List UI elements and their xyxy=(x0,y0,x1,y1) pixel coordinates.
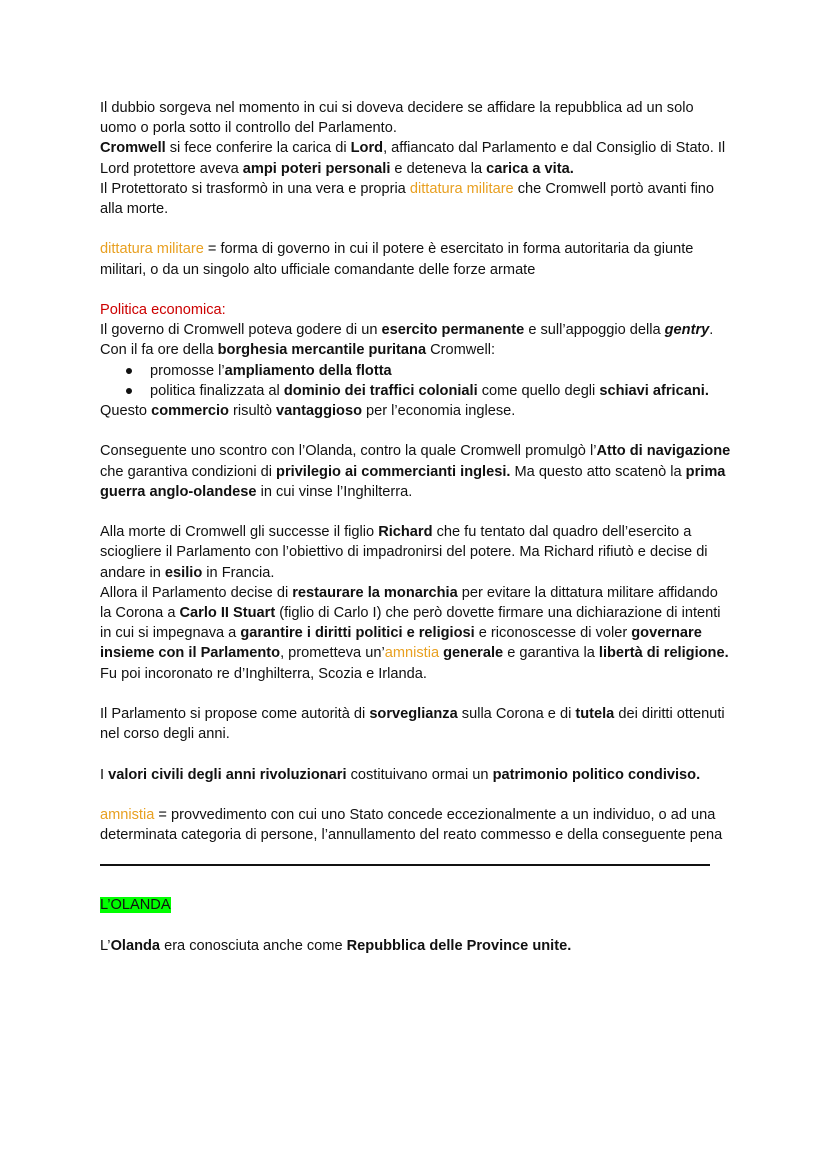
text-run: che Cromwell portò avanti fino alla morte. xyxy=(100,180,715,218)
text-run: L’ xyxy=(100,937,111,954)
bold-text: prima guerra anglo-olandese xyxy=(100,463,726,500)
text-run: = provvedimento con cui uno Stato concede eccezionalmente a un individuo, o ad una determinata categoria di persone, l’annullamento del reato commesso e della conseguente pena xyxy=(100,807,723,844)
paragraph xyxy=(100,441,732,502)
text-run: Il governo di Cromwell poteva godere di un xyxy=(100,322,382,339)
bold-text: schiavi africani. xyxy=(599,382,709,399)
bold-text: patrimonio politico condiviso. xyxy=(492,766,701,783)
text-run: si fece conferire la carica di xyxy=(165,140,351,157)
text-run: sulla Corona e di xyxy=(457,706,576,723)
paragraph xyxy=(100,340,732,360)
text-run: e deteneva la xyxy=(390,160,487,177)
glossary-term: dittatura militare xyxy=(100,241,204,258)
paragraph xyxy=(100,138,732,178)
bold-text: valori civili degli anni rivoluzionari xyxy=(108,766,347,783)
bold-text: restaurare la monarchia xyxy=(292,584,458,601)
text-run: era conosciuta anche come xyxy=(160,937,347,954)
text-run: e sull’appoggio della xyxy=(524,322,665,339)
text-run: come quello degli xyxy=(477,382,600,399)
text-run: Fu poi incoronato re d’Inghilterra, Scozia e Irlanda. xyxy=(100,665,427,682)
text-run: promosse l’ xyxy=(150,362,225,379)
paragraph xyxy=(100,765,732,785)
text-run: politica finalizzata al xyxy=(150,382,284,399)
glossary-term: amnistia xyxy=(100,807,155,823)
bold-text: garantire i diritti politici e religiosi xyxy=(240,625,475,642)
paragraph xyxy=(100,401,732,421)
bold-text: ampliamento della flotta xyxy=(224,362,392,379)
bold-text: Carlo II Stuart xyxy=(179,605,276,622)
bold-text: Repubblica delle Province unite. xyxy=(346,937,572,954)
bold-text: privilegio ai commercianti inglesi. xyxy=(276,463,511,480)
bold-text: esercito permanente xyxy=(381,322,525,339)
bold-text: libertà di religione. xyxy=(598,645,729,662)
text-run: Cromwell: xyxy=(426,342,495,359)
paragraph xyxy=(100,522,732,583)
text-run: risultò xyxy=(228,403,277,420)
text-run: , affiancato dal Parlamento e dal Consiglio di Stato. Il Lord protettore aveva xyxy=(100,140,726,177)
text-run: Ma questo atto scatenò la xyxy=(510,463,686,480)
paragraph xyxy=(100,895,732,915)
text-run: e garantiva la xyxy=(503,645,599,662)
text-run: Il dubbio sorgeva nel momento in cui si doveva decidere se affidare la repubblica ad un solo uomo o porla sotto il controllo del Parlamento. xyxy=(100,100,694,137)
bold-text: vantaggioso xyxy=(276,403,362,420)
text-run: Con il fa ore della xyxy=(100,342,218,359)
text-run: Allora il Parlamento decise di xyxy=(100,584,293,601)
list-item xyxy=(150,361,732,381)
bold-text: Cromwell xyxy=(100,140,166,157)
paragraph xyxy=(100,583,732,664)
bold-text: Richard xyxy=(378,524,433,541)
text-run: Questo xyxy=(100,403,152,420)
text-run: , prometteva un’ xyxy=(280,645,385,662)
text-run: che garantiva condizioni di xyxy=(100,463,277,480)
paragraph xyxy=(100,704,732,744)
bold-text: gentry xyxy=(664,322,710,339)
bold-text: ampi poteri personali xyxy=(242,160,391,177)
glossary-term: amnistia xyxy=(384,645,440,662)
bold-text: carica a vita. xyxy=(486,160,574,177)
paragraph xyxy=(100,664,732,684)
text-run: Il Parlamento si propose come autorità di xyxy=(100,706,370,723)
bold-text: commercio xyxy=(151,403,229,420)
text-run: = forma di governo in cui il potere è esercitato in forma autoritaria da giunte militari, o da un singolo alto ufficiale comandante delle forze armate xyxy=(100,241,694,278)
paragraph xyxy=(100,320,732,340)
bold-text: dominio dei traffici coloniali xyxy=(283,382,478,399)
text-run: per l’economia inglese. xyxy=(361,403,516,420)
paragraph xyxy=(100,179,732,219)
text-run: dei diritti ottenuti nel corso degli anni. xyxy=(100,706,725,743)
paragraph xyxy=(100,98,732,138)
text-run: e riconoscesse di voler xyxy=(474,625,632,642)
bullet-list xyxy=(100,361,732,401)
section-heading: Politica economica: xyxy=(100,302,226,318)
bold-text: Lord xyxy=(350,140,384,157)
text-run: in cui vinse l’Inghilterra. xyxy=(256,483,413,500)
paragraph xyxy=(100,300,732,320)
text-run: costituivano ormai un xyxy=(346,766,493,783)
bold-text: tutela xyxy=(575,706,615,723)
text-run: Il Protettorato si trasformò in una vera e propria xyxy=(100,180,410,197)
text-run: (figlio di Carlo I) che però dovette firmare una dichiarazione di intenti in cui si impegnava a xyxy=(100,605,721,642)
text-run: per evitare la dittatura militare affidando la Corona a xyxy=(100,584,718,622)
highlighted-heading: L’OLANDA xyxy=(100,897,171,914)
bold-text: Atto di navigazione xyxy=(596,443,731,460)
text-run: . xyxy=(709,322,714,339)
text-run: in Francia. xyxy=(202,564,275,581)
text-run: I xyxy=(100,766,109,783)
glossary-term: dittatura militare xyxy=(409,180,514,197)
document-page xyxy=(100,98,732,976)
paragraph xyxy=(100,936,732,956)
bold-text: borghesia mercantile puritana xyxy=(217,342,427,359)
horizontal-rule xyxy=(100,864,710,866)
bold-text: esilio xyxy=(164,564,203,581)
paragraph xyxy=(100,239,732,279)
list-item xyxy=(150,381,732,401)
text-run: Conseguente uno scontro con l’Olanda, contro la quale Cromwell promulgò l’ xyxy=(100,443,597,460)
text-run: che fu tentato dal quadro dell’esercito a sciogliere il Parlamento con l’obiettivo di impadronirsi del potere. Ma Richard rifiutò e decise di andare in xyxy=(100,524,708,581)
bold-text: generale xyxy=(443,645,504,662)
text-run: Alla morte di Cromwell gli successe il figlio xyxy=(100,524,379,541)
bold-text: sorveglianza xyxy=(369,706,458,723)
bold-text: governare insieme con il Parlamento xyxy=(100,625,702,662)
paragraph xyxy=(100,805,732,845)
bold-text: Olanda xyxy=(110,937,161,954)
